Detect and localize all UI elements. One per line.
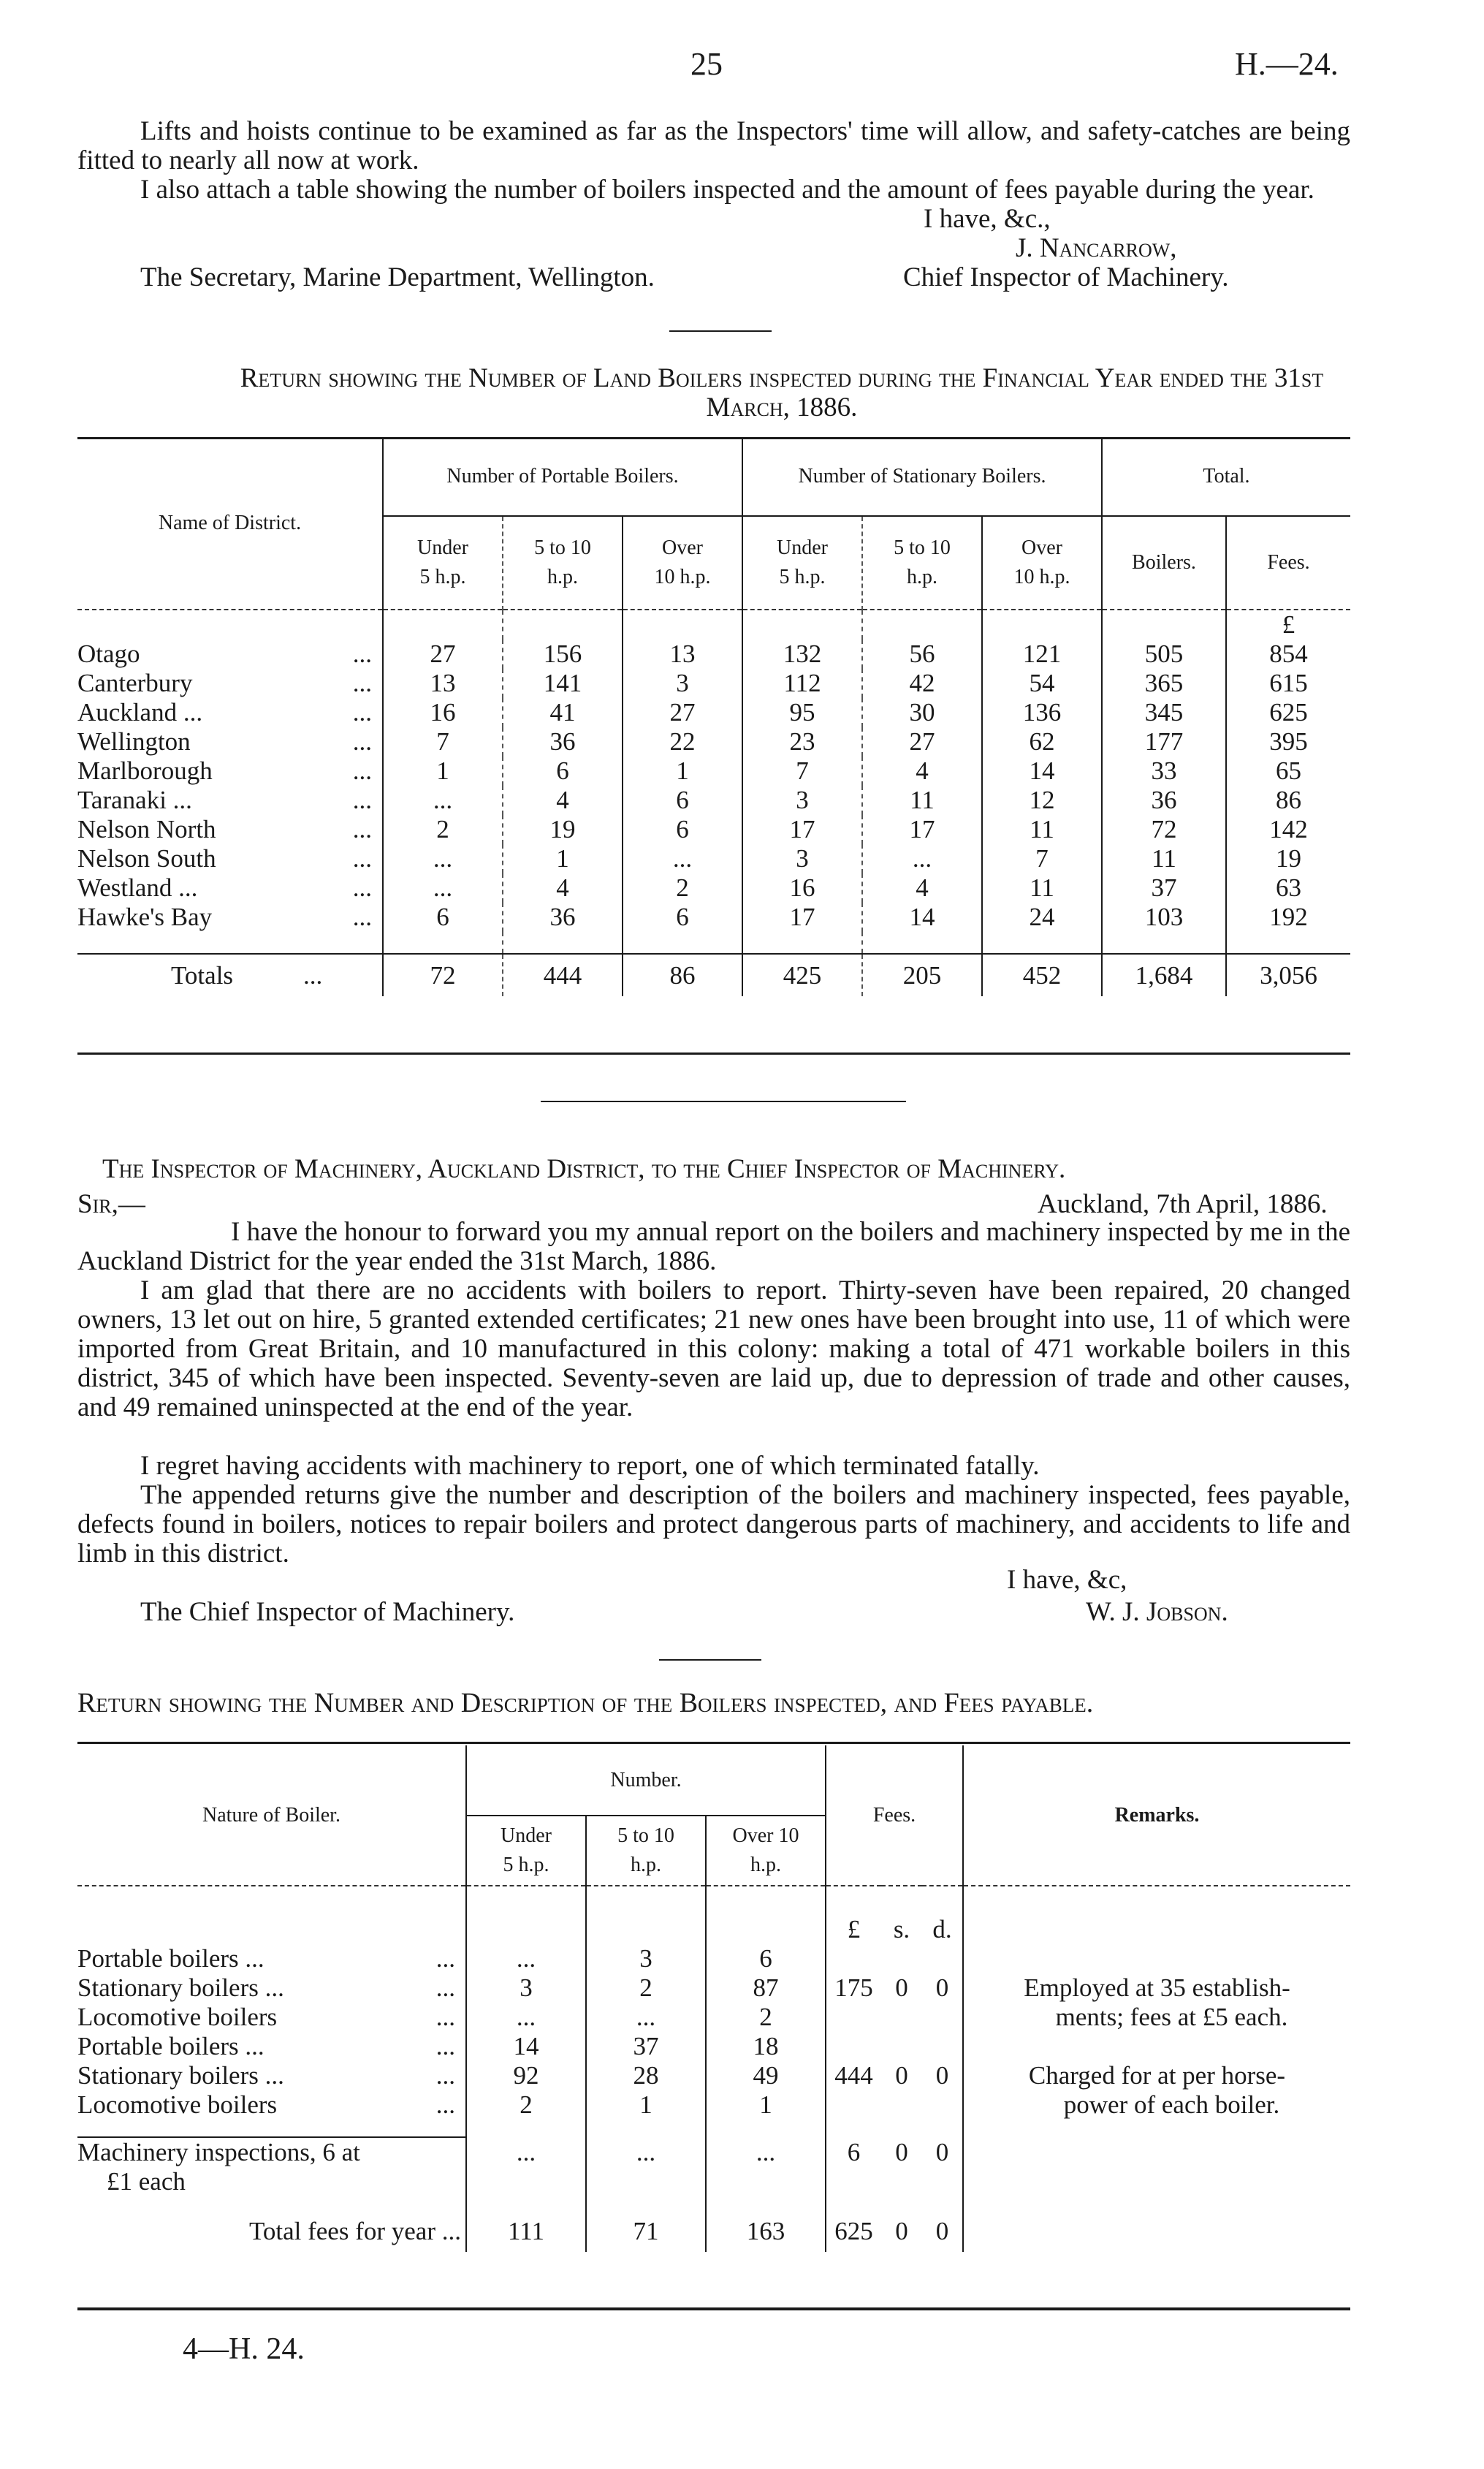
sub-fees: Fees. [1267,551,1310,574]
sub-under: Under 5 h.p. [742,516,862,610]
letter-heading: The Inspector of Machinery, Auckland District, to the Chief Inspector of Machinery. [102,1154,1066,1184]
cell: 156 [503,640,623,669]
cell: 17 [862,815,982,844]
machinery-label-cont: £1 each [77,2167,466,2196]
district-name: Taranaki ... ... [77,786,383,815]
fee-cell [826,2090,881,2120]
district-name: Otago ... [77,640,383,669]
cell: 36 [503,727,623,756]
sub-over: Over 10 h.p. [982,516,1102,610]
remark [963,1944,1350,1973]
cell: 62 [982,727,1102,756]
cell: 16 [383,698,503,727]
cell: 92 [466,2061,586,2090]
fee-cell: 0 [922,1973,963,2003]
land-boilers-table [77,437,1350,996]
letter-paragraph: I regret having accidents with machinery to report, one of which terminated fatally. [140,1451,1040,1481]
cell: 192 [1269,903,1308,931]
cell: 27 [862,727,982,756]
cell: 86 [623,954,742,996]
table-row [77,786,1350,815]
cell: ... [383,844,503,873]
cell: ... [623,844,742,873]
cell: 30 [862,698,982,727]
cell: 72 [383,954,503,996]
divider [541,1101,906,1102]
table-row [77,727,1350,756]
page-number: 25 [690,46,723,82]
cell: 37 [1102,873,1226,903]
col-nature-of-boiler: Nature of Boiler. [77,1745,466,1886]
cell: 95 [742,698,862,727]
cell: 345 [1102,698,1226,727]
district-name: Wellington ... [77,727,383,756]
cell: 2 [706,2003,826,2032]
table-row [77,1973,1350,2003]
currency-pence: d. [922,1886,963,1944]
table1-title: Return showing the Number of Land Boilers inspected during the Financial Year ended the 31st March, 1886. [240,363,1324,422]
boiler-nature: Locomotive boilers ... [77,2003,466,2032]
cell: ... [586,2137,706,2167]
remark: ments; fees at £5 each. [1055,2003,1288,2031]
cell: 452 [982,954,1102,996]
district-name: Canterbury ... [77,669,383,698]
letter-closing: I have, &c, [1007,1565,1127,1595]
boiler-nature: Locomotive boilers ... [77,2090,466,2120]
district-name: Nelson North ... [77,815,383,844]
table-row [77,2090,1350,2120]
cell: 1 [503,844,623,873]
boiler-nature: Portable boilers ... ... [77,1944,466,1973]
col-name-of-district: Name of District. [77,437,383,610]
divider [669,330,772,332]
fee-cell [922,2003,963,2032]
cell: 1 [623,756,742,786]
cell: 56 [862,640,982,669]
cell: 87 [706,1973,826,2003]
cell: 132 [742,640,862,669]
cell: 3 [466,1973,586,2003]
remark [963,2032,1350,2061]
cell: 19 [503,815,623,844]
letter-place-date: Auckland, 7th April, 1886. [1038,1189,1328,1219]
cell: 7 [383,727,503,756]
cell: 365 [1102,669,1226,698]
cell: 4 [503,786,623,815]
intro-signatory-title: Chief Inspector of Machinery. [903,262,1229,292]
cell: 3,056 [1260,960,1317,990]
cell: 12 [982,786,1102,815]
cell: 11 [862,786,982,815]
cell: 103 [1102,903,1226,932]
cell: 163 [706,2211,826,2252]
cell: ... [383,786,503,815]
fee-cell [922,2032,963,2061]
district-name: Auckland ... ... [77,698,383,727]
table-row [77,640,1350,669]
fee-cell: 0 [922,2061,963,2090]
group-stationary: Number of Stationary Boilers. [742,437,1102,516]
group-total: Total. [1102,437,1350,516]
fee-cell [881,2003,922,2032]
cell: ... [466,2003,586,2032]
cell: 27 [623,698,742,727]
table-row [77,1944,1350,1973]
remark: Charged for at per horse- [1028,2061,1286,2090]
intro-closing: I have, &c., [924,204,1051,234]
cell: 0 [895,2217,908,2245]
sub-boilers: Boilers. [1102,516,1226,610]
cell: 425 [742,954,862,996]
cell: 625 [1269,698,1308,727]
remark: power of each boiler. [1063,2090,1280,2119]
cell: 36 [503,903,623,932]
letter-paragraph: I have the honour to forward you my annual report on the boilers and machinery inspected by me in the Auckland District for the year ended the 31st March, 1886. [77,1217,1350,1276]
table-row [77,873,1350,903]
fee-cell [826,2032,881,2061]
group-portable: Number of Portable Boilers. [383,437,742,516]
cell: 3 [623,669,742,698]
fee-cell [922,2090,963,2120]
letter-salutation: Sir,— [77,1189,145,1219]
sub-5to10: 5 to 10 h.p. [862,516,982,610]
fee-cell [881,1944,922,1973]
boiler-nature: Stationary boilers ... ... [77,2061,466,2090]
cell: 136 [982,698,1102,727]
cell: 65 [1276,756,1301,785]
sub-5to10: 5 to 10 h.p. [503,516,623,610]
table-row [77,669,1350,698]
cell: 142 [1269,815,1308,843]
cell: 3 [742,786,862,815]
cell: 1 [383,756,503,786]
boiler-nature: Portable boilers ... ... [77,2032,466,2061]
district-name: Westland ... ... [77,873,383,903]
cell: 0 [895,2137,908,2166]
cell: 16 [742,873,862,903]
intro-signatory: J. Nancarrow, [1016,233,1177,263]
cell: 177 [1102,727,1226,756]
divider [659,1659,761,1661]
cell: 86 [1276,786,1301,814]
cell: 63 [1276,873,1301,902]
cell: 4 [862,756,982,786]
district-name: Nelson South ... [77,844,383,873]
cell: 6 [847,2137,861,2166]
cell: 0 [922,2211,963,2252]
fee-cell [826,1944,881,1973]
col-fees: Fees. [826,1745,963,1886]
remark: Employed at 35 establish- [1024,1973,1290,2002]
fee-cell: 0 [895,1973,908,2002]
cell: 41 [503,698,623,727]
cell: 111 [466,2211,586,2252]
cell: 395 [1269,727,1308,756]
cell: 7 [982,844,1102,873]
cell: 6 [706,1944,826,1973]
cell: 505 [1102,640,1226,669]
fee-cell [881,2032,922,2061]
table2-top-rule [77,1742,1350,1744]
table-row [77,903,1350,932]
cell: ... [466,2137,586,2167]
group-number: Number. [466,1745,826,1816]
cell: 23 [742,727,862,756]
table-row [77,2032,1350,2061]
cell: 7 [742,756,862,786]
cell: 6 [383,903,503,932]
letter-paragraph: I am glad that there are no accidents with boilers to report. Thirty-seven have been repaired, 20 changed owners, 13 let out on hire, 5 granted extended certificates; 21 new ones have been brought into use, 11 of which were imported from Great Britain, and 10 manufactured in this colony: making a total of 471 workable boilers in this district, 345 of which have been inspected. Seventy-seven are laid up, due to depression of trade and other causes, and 49 remained uninspected at the end of the year. [77,1275,1350,1422]
cell: 71 [586,2211,706,2252]
boilers-fees-table [77,1745,1350,2252]
cell: ... [862,844,982,873]
cell: 17 [742,815,862,844]
totals-row [77,954,1350,996]
sub-under: Under 5 h.p. [466,1816,586,1886]
cell: 11 [982,873,1102,903]
cell: 2 [586,1973,706,2003]
cell: 121 [982,640,1102,669]
table-row [77,698,1350,727]
intro-paragraph-2: I also attach a table showing the number of boilers inspected and the amount of fees payable during the year. [140,175,1314,205]
letter-addressee: The Chief Inspector of Machinery. [140,1597,515,1627]
cell: 18 [706,2032,826,2061]
intro-addressee: The Secretary, Marine Department, Wellington. [140,262,655,292]
cell: 0 [922,2137,963,2167]
fee-cell: 0 [895,2061,908,2090]
fee-cell: 175 [834,1973,873,2002]
table-row [77,756,1350,786]
cell: 42 [862,669,982,698]
cell: 22 [623,727,742,756]
district-name: Hawke's Bay ... [77,903,383,932]
cell: 1 [586,2090,706,2120]
letter-signatory: W. J. Jobson. [1086,1597,1228,1627]
district-name: Marlborough ... [77,756,383,786]
table-row [77,2061,1350,2090]
cell: 4 [862,873,982,903]
cell: 4 [503,873,623,903]
table2-title: Return showing the Number and Description of the Boilers inspected, and Fees payable. [77,1688,1094,1718]
cell: 11 [1102,844,1226,873]
cell: 17 [742,903,862,932]
doc-reference: H.—24. [1235,46,1339,82]
cell: 1,684 [1102,954,1226,996]
cell: 13 [383,669,503,698]
table-row [77,815,1350,844]
sub-under: Under 5 h.p. [383,516,503,610]
cell: 14 [466,2032,586,2061]
cell: 444 [503,954,623,996]
intro-paragraph-1: Lifts and hoists continue to be examined as far as the Inspectors' time will allow, and safety-catches are being fitted to nearly all now at work. [77,116,1350,175]
cell: 6 [623,786,742,815]
cell: 6 [623,903,742,932]
cell: 3 [586,1944,706,1973]
signature-mark: 4—H. 24. [183,2332,305,2366]
fee-cell: 444 [834,2061,873,2090]
currency-shillings: s. [893,1915,910,1943]
fee-cell [922,1944,963,1973]
cell: 112 [742,669,862,698]
cell: 141 [503,669,623,698]
cell: 24 [982,903,1102,932]
currency-symbol: £ [1282,610,1295,639]
cell: 36 [1102,786,1226,815]
table-row [77,2003,1350,2032]
table2-bottom-rule [77,2307,1350,2310]
cell: ... [466,1944,586,1973]
cell: 1 [706,2090,826,2120]
cell: 28 [586,2061,706,2090]
total-row [77,2211,1350,2252]
sub-over: Over 10 h.p. [706,1816,826,1886]
cell: 6 [503,756,623,786]
cell: 615 [1269,669,1308,697]
totals-label: Totals ... [77,954,383,996]
table-row [77,844,1350,873]
fee-cell [826,2003,881,2032]
col-remarks: Remarks. [1114,1803,1200,1827]
cell: 625 [834,2217,873,2245]
cell: 72 [1102,815,1226,844]
boiler-nature: Stationary boilers ... ... [77,1973,466,2003]
table1-bottom-rule [77,1053,1350,1055]
cell: 49 [706,2061,826,2090]
machinery-row [77,2137,1350,2167]
cell: 14 [982,756,1102,786]
fee-cell [881,2090,922,2120]
cell: 2 [466,2090,586,2120]
sub-over: Over 10 h.p. [623,516,742,610]
cell: 37 [586,2032,706,2061]
cell: ... [706,2137,826,2167]
cell: 54 [982,669,1102,698]
cell: ... [383,873,503,903]
cell: 6 [623,815,742,844]
cell: 33 [1102,756,1226,786]
total-label: Total fees for year ... [77,2211,466,2252]
sub-5to10: 5 to 10 h.p. [586,1816,706,1886]
currency-pounds: £ [847,1915,861,1943]
cell: 19 [1276,844,1301,873]
cell: 14 [862,903,982,932]
cell: 13 [623,640,742,669]
cell: 3 [742,844,862,873]
letter-paragraph: The appended returns give the number and description of the boilers and machinery inspected, fees payable, defects found in boilers, notices to repair boilers and protect dangerous parts of machinery, and accidents to life and limb in this district. [77,1480,1350,1569]
cell: 854 [1269,640,1308,668]
cell: 11 [982,815,1102,844]
cell: 27 [383,640,503,669]
machinery-label: Machinery inspections, 6 at [77,2137,466,2167]
cell: ... [586,2003,706,2032]
cell: 205 [862,954,982,996]
cell: 2 [383,815,503,844]
cell: 2 [623,873,742,903]
